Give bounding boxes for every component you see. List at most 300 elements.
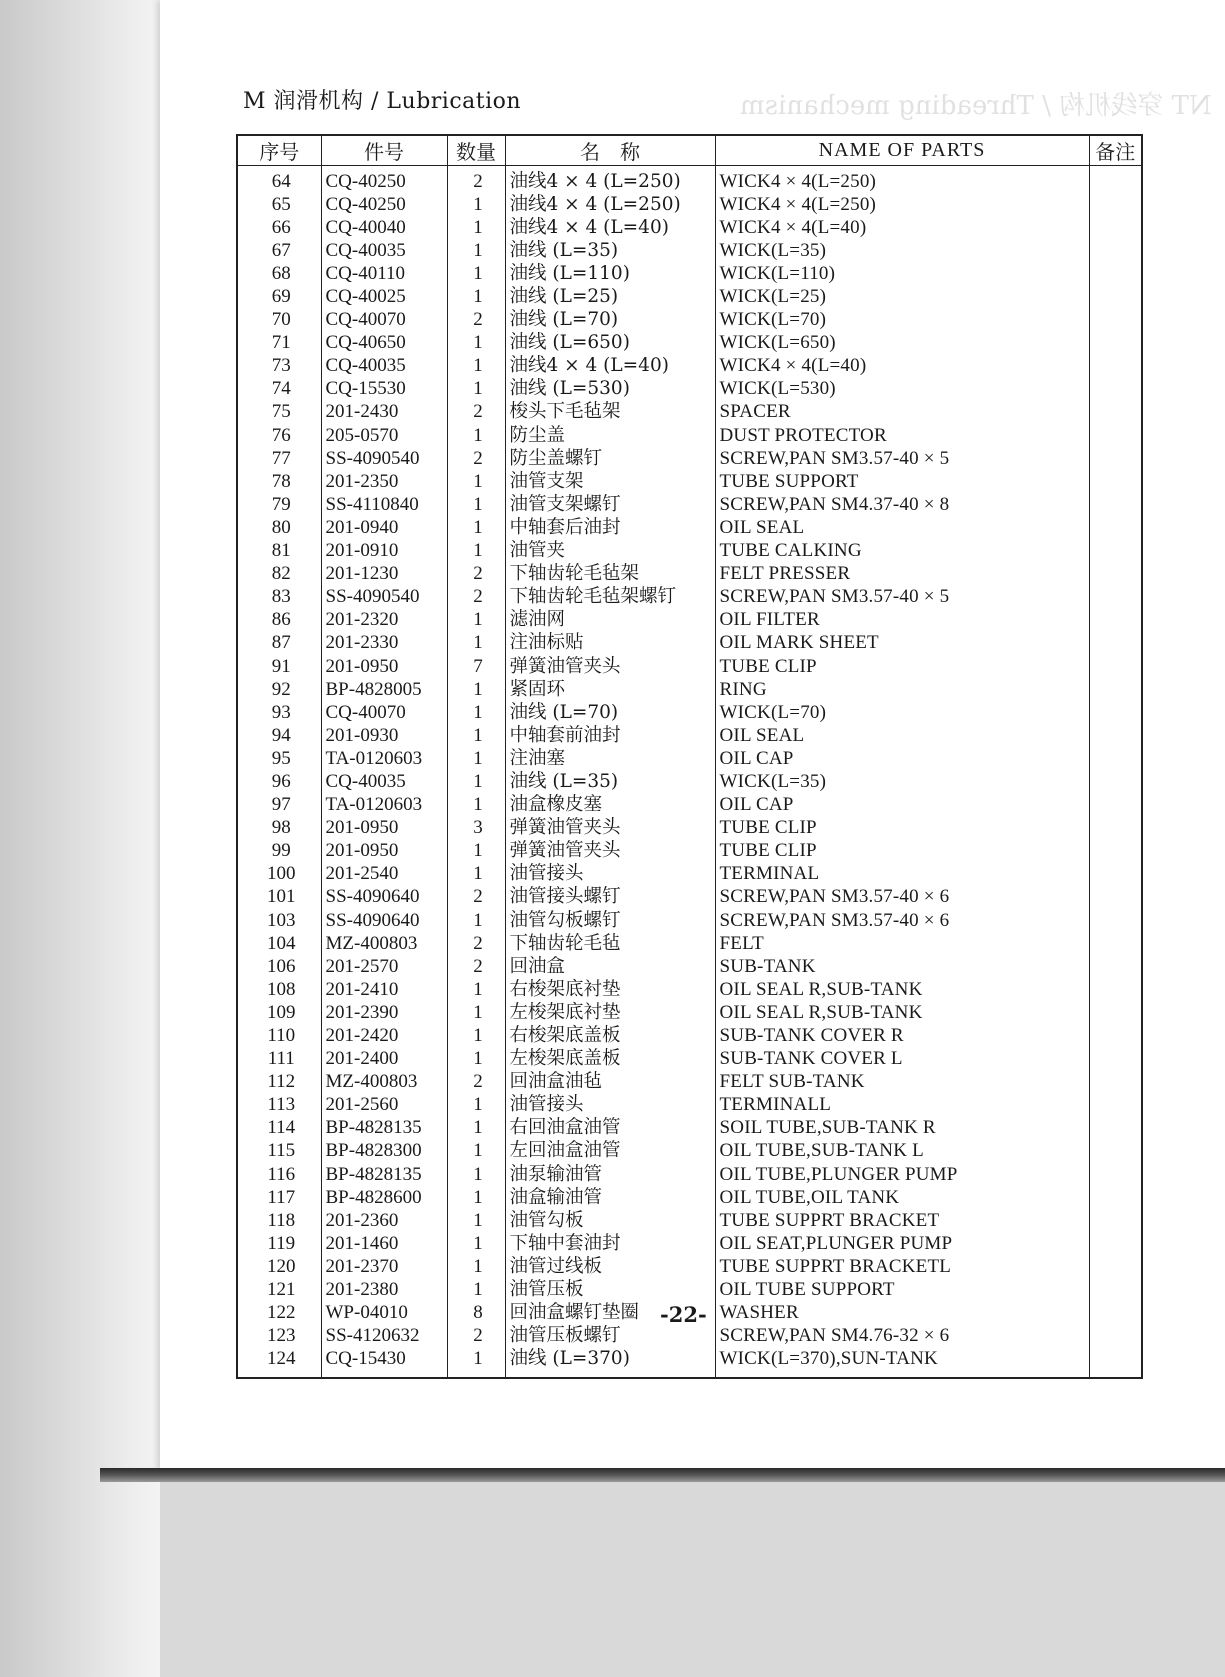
cell-en-name: SPACER [715, 401, 1089, 424]
cell-en-name: OIL SEAL R,SUB-TANK [715, 1001, 1089, 1024]
table-row [237, 216, 1142, 239]
cell-qty: 1 [447, 332, 505, 355]
cell-seq: 86 [237, 609, 321, 632]
cell-part-no: 201-2330 [321, 632, 447, 655]
cell-qty: 3 [447, 817, 505, 840]
cell-part-no: BP-4828135 [321, 1117, 447, 1140]
cell-part-no: CQ-15530 [321, 378, 447, 401]
cell-remark [1089, 262, 1142, 285]
cell-seq: 73 [237, 355, 321, 378]
cell-en-name: WICK4 × 4(L=250) [715, 166, 1089, 194]
cell-seq: 74 [237, 378, 321, 401]
cell-cn-name: 油管接头螺钉 [505, 886, 715, 909]
cell-qty: 2 [447, 166, 505, 194]
table-row [237, 239, 1142, 262]
cell-qty: 1 [447, 262, 505, 285]
cell-seq: 111 [237, 1048, 321, 1071]
cell-cn-name: 油线4 × 4 (L=250) [505, 166, 715, 194]
table-row [237, 701, 1142, 724]
cell-qty: 2 [447, 401, 505, 424]
cell-en-name: OIL SEAT,PLUNGER PUMP [715, 1232, 1089, 1255]
cell-qty: 1 [447, 1117, 505, 1140]
table-row [237, 1279, 1142, 1302]
header-cn-name: 名 称 [505, 135, 715, 166]
cell-cn-name: 油线 (L=530) [505, 378, 715, 401]
cell-part-no: TA-0120603 [321, 747, 447, 770]
cell-seq: 95 [237, 747, 321, 770]
cell-en-name: FELT [715, 932, 1089, 955]
cell-remark [1089, 516, 1142, 539]
cell-en-name: TERMINALL [715, 1094, 1089, 1117]
table-row [237, 1071, 1142, 1094]
cell-part-no: 201-2420 [321, 1024, 447, 1047]
header-remark: 备注 [1089, 135, 1142, 166]
cell-qty: 1 [447, 840, 505, 863]
cell-qty: 1 [447, 216, 505, 239]
cell-seq: 101 [237, 886, 321, 909]
cell-cn-name: 油线 (L=110) [505, 262, 715, 285]
cell-remark [1089, 955, 1142, 978]
cell-remark [1089, 747, 1142, 770]
parts-table-body [237, 166, 1142, 1378]
cell-qty: 1 [447, 1348, 505, 1378]
cell-remark [1089, 1186, 1142, 1209]
cell-en-name: OIL SEAL R,SUB-TANK [715, 978, 1089, 1001]
cell-qty: 1 [447, 724, 505, 747]
cell-remark [1089, 701, 1142, 724]
table-row [237, 817, 1142, 840]
cell-seq: 67 [237, 239, 321, 262]
cell-seq: 114 [237, 1117, 321, 1140]
cell-qty: 1 [447, 355, 505, 378]
cell-qty: 1 [447, 632, 505, 655]
cell-qty: 1 [447, 1279, 505, 1302]
cell-part-no: CQ-15430 [321, 1348, 447, 1378]
cell-seq: 119 [237, 1232, 321, 1255]
cell-qty: 1 [447, 1001, 505, 1024]
cell-part-no: CQ-40110 [321, 262, 447, 285]
cell-remark [1089, 632, 1142, 655]
cell-cn-name: 中轴套前油封 [505, 724, 715, 747]
cell-remark [1089, 678, 1142, 701]
cell-seq: 93 [237, 701, 321, 724]
cell-seq: 118 [237, 1209, 321, 1232]
cell-cn-name: 油线 (L=650) [505, 332, 715, 355]
cell-part-no: 201-2380 [321, 1279, 447, 1302]
cell-part-no: SS-4090540 [321, 586, 447, 609]
cell-part-no: 201-2360 [321, 1209, 447, 1232]
cell-qty: 2 [447, 932, 505, 955]
cell-part-no: 201-2320 [321, 609, 447, 632]
cell-cn-name: 弹簧油管夹头 [505, 817, 715, 840]
cell-en-name: FELT PRESSER [715, 563, 1089, 586]
cell-cn-name: 紧固环 [505, 678, 715, 701]
cell-part-no: 201-2400 [321, 1048, 447, 1071]
cell-seq: 97 [237, 794, 321, 817]
table-row [237, 262, 1142, 285]
cell-remark [1089, 447, 1142, 470]
cell-part-no: 201-2560 [321, 1094, 447, 1117]
cell-cn-name: 左回油盒油管 [505, 1140, 715, 1163]
cell-remark [1089, 724, 1142, 747]
table-row [237, 794, 1142, 817]
cell-remark [1089, 794, 1142, 817]
cell-en-name: SCREW,PAN SM3.57-40 × 6 [715, 886, 1089, 909]
cell-qty: 2 [447, 447, 505, 470]
cell-part-no: SS-4120632 [321, 1325, 447, 1348]
table-row [237, 193, 1142, 216]
cell-en-name: WICK(L=110) [715, 262, 1089, 285]
table-row [237, 563, 1142, 586]
cell-cn-name: 油线4 × 4 (L=40) [505, 216, 715, 239]
cell-remark [1089, 493, 1142, 516]
cell-cn-name: 下轴齿轮毛毡架螺钉 [505, 586, 715, 609]
cell-part-no: 201-2390 [321, 1001, 447, 1024]
cell-qty: 7 [447, 655, 505, 678]
cell-en-name: WICK(L=70) [715, 701, 1089, 724]
cell-cn-name: 右梭架底盖板 [505, 1024, 715, 1047]
table-row [237, 1325, 1142, 1348]
cell-cn-name: 油管接头 [505, 1094, 715, 1117]
cell-seq: 87 [237, 632, 321, 655]
cell-cn-name: 油管支架 [505, 470, 715, 493]
table-row [237, 1255, 1142, 1278]
cell-seq: 117 [237, 1186, 321, 1209]
cell-part-no: 205-0570 [321, 424, 447, 447]
table-row [237, 1186, 1142, 1209]
table-row [237, 632, 1142, 655]
table-row [237, 1048, 1142, 1071]
cell-en-name: OIL CAP [715, 747, 1089, 770]
cell-part-no: 201-2540 [321, 863, 447, 886]
cell-en-name: TUBE SUPPRT BRACKETL [715, 1255, 1089, 1278]
cell-remark [1089, 1001, 1142, 1024]
cell-seq: 66 [237, 216, 321, 239]
page-number: -22- [660, 1302, 707, 1327]
table-row [237, 1024, 1142, 1047]
cell-seq: 120 [237, 1255, 321, 1278]
table-row [237, 932, 1142, 955]
cell-en-name: TERMINAL [715, 863, 1089, 886]
cell-cn-name: 弹簧油管夹头 [505, 655, 715, 678]
cell-seq: 104 [237, 932, 321, 955]
cell-part-no: BP-4828005 [321, 678, 447, 701]
cell-qty: 1 [447, 1163, 505, 1186]
cell-seq: 70 [237, 309, 321, 332]
cell-qty: 1 [447, 1140, 505, 1163]
cell-en-name: WICK(L=35) [715, 239, 1089, 262]
cell-remark [1089, 332, 1142, 355]
cell-remark [1089, 932, 1142, 955]
table-row [237, 886, 1142, 909]
cell-remark [1089, 1163, 1142, 1186]
cell-part-no: CQ-40650 [321, 332, 447, 355]
header-part-no: 件号 [321, 135, 447, 166]
cell-en-name: SCREW,PAN SM3.57-40 × 5 [715, 447, 1089, 470]
table-row [237, 447, 1142, 470]
table-row [237, 1232, 1142, 1255]
table-row [237, 840, 1142, 863]
cell-qty: 2 [447, 563, 505, 586]
table-row [237, 285, 1142, 308]
table-row [237, 1209, 1142, 1232]
cell-en-name: SOIL TUBE,SUB-TANK R [715, 1117, 1089, 1140]
cell-en-name: TUBE CLIP [715, 817, 1089, 840]
cell-qty: 1 [447, 678, 505, 701]
page-edge-shadow [100, 1468, 1225, 1482]
cell-qty: 1 [447, 1209, 505, 1232]
cell-remark [1089, 1071, 1142, 1094]
cell-remark [1089, 863, 1142, 886]
cell-part-no: 201-0950 [321, 655, 447, 678]
cell-seq: 100 [237, 863, 321, 886]
cell-remark [1089, 563, 1142, 586]
cell-cn-name: 油盒橡皮塞 [505, 794, 715, 817]
cell-part-no: 201-0940 [321, 516, 447, 539]
cell-en-name: DUST PROTECTOR [715, 424, 1089, 447]
cell-qty: 2 [447, 309, 505, 332]
cell-cn-name: 油线 (L=70) [505, 309, 715, 332]
cell-cn-name: 下轴齿轮毛毡 [505, 932, 715, 955]
cell-cn-name: 右梭架底衬垫 [505, 978, 715, 1001]
cell-cn-name: 油管夹 [505, 540, 715, 563]
table-row [237, 493, 1142, 516]
cell-part-no: 201-0950 [321, 840, 447, 863]
cell-cn-name: 油管勾板螺钉 [505, 909, 715, 932]
cell-remark [1089, 770, 1142, 793]
cell-cn-name: 防尘盖 [505, 424, 715, 447]
cell-seq: 110 [237, 1024, 321, 1047]
cell-seq: 75 [237, 401, 321, 424]
section-title: M 润滑机构 / Lubrication [243, 89, 522, 114]
cell-en-name: OIL SEAL [715, 724, 1089, 747]
cell-remark [1089, 193, 1142, 216]
table-row [237, 770, 1142, 793]
cell-seq: 76 [237, 424, 321, 447]
table-row [237, 863, 1142, 886]
cell-cn-name: 回油盒螺钉垫圈 [505, 1302, 715, 1325]
table-row [237, 609, 1142, 632]
cell-seq: 78 [237, 470, 321, 493]
cell-seq: 121 [237, 1279, 321, 1302]
table-row [237, 909, 1142, 932]
cell-seq: 69 [237, 285, 321, 308]
cell-part-no: CQ-40040 [321, 216, 447, 239]
cell-remark [1089, 1024, 1142, 1047]
cell-part-no: CQ-40070 [321, 309, 447, 332]
cell-en-name: SCREW,PAN SM4.37-40 × 8 [715, 493, 1089, 516]
cell-cn-name: 油管压板 [505, 1279, 715, 1302]
cell-en-name: SCREW,PAN SM3.57-40 × 5 [715, 586, 1089, 609]
cell-cn-name: 滤油网 [505, 609, 715, 632]
cell-seq: 116 [237, 1163, 321, 1186]
cell-cn-name: 下轴齿轮毛毡架 [505, 563, 715, 586]
cell-en-name: OIL CAP [715, 794, 1089, 817]
cell-cn-name: 油管勾板 [505, 1209, 715, 1232]
cell-en-name: WICK(L=25) [715, 285, 1089, 308]
table-row [237, 378, 1142, 401]
cell-remark [1089, 1094, 1142, 1117]
cell-en-name: WICK(L=70) [715, 309, 1089, 332]
cell-cn-name: 左梭架底盖板 [505, 1048, 715, 1071]
table-row [237, 1163, 1142, 1186]
cell-part-no: CQ-40070 [321, 701, 447, 724]
cell-qty: 1 [447, 609, 505, 632]
cell-en-name: SCREW,PAN SM4.76-32 × 6 [715, 1325, 1089, 1348]
header-qty: 数量 [447, 135, 505, 166]
cell-part-no: WP-04010 [321, 1302, 447, 1325]
cell-en-name: OIL MARK SHEET [715, 632, 1089, 655]
cell-en-name: WICK(L=650) [715, 332, 1089, 355]
cell-part-no: BP-4828600 [321, 1186, 447, 1209]
cell-qty: 1 [447, 516, 505, 539]
cell-qty: 1 [447, 470, 505, 493]
cell-part-no: 201-0930 [321, 724, 447, 747]
cell-qty: 1 [447, 1024, 505, 1047]
cell-part-no: 201-2350 [321, 470, 447, 493]
cell-qty: 1 [447, 747, 505, 770]
cell-en-name: SCREW,PAN SM3.57-40 × 6 [715, 909, 1089, 932]
table-row [237, 1117, 1142, 1140]
cell-cn-name: 油管接头 [505, 863, 715, 886]
cell-qty: 1 [447, 540, 505, 563]
cell-en-name: TUBE CLIP [715, 655, 1089, 678]
cell-seq: 115 [237, 1140, 321, 1163]
cell-en-name: OIL TUBE SUPPORT [715, 1279, 1089, 1302]
cell-remark [1089, 978, 1142, 1001]
cell-cn-name: 回油盒 [505, 955, 715, 978]
cell-cn-name: 油泵输油管 [505, 1163, 715, 1186]
cell-en-name: WICK4 × 4(L=40) [715, 216, 1089, 239]
cell-cn-name: 油线 (L=35) [505, 770, 715, 793]
cell-cn-name: 油管过线板 [505, 1255, 715, 1278]
table-row [237, 332, 1142, 355]
cell-part-no: 201-1460 [321, 1232, 447, 1255]
table-row [237, 424, 1142, 447]
cell-en-name: WICK(L=35) [715, 770, 1089, 793]
table-row [237, 747, 1142, 770]
cell-en-name: TUBE SUPPORT [715, 470, 1089, 493]
bleed-through-text: NT 穿线机构 / Threading mechanism [740, 91, 1212, 121]
cell-part-no: MZ-400803 [321, 1071, 447, 1094]
cell-en-name: SUB-TANK COVER L [715, 1048, 1089, 1071]
table-row [237, 309, 1142, 332]
cell-en-name: RING [715, 678, 1089, 701]
cell-part-no: 201-2570 [321, 955, 447, 978]
cell-part-no: CQ-40035 [321, 770, 447, 793]
cell-part-no: SS-4110840 [321, 493, 447, 516]
cell-remark [1089, 1348, 1142, 1378]
cell-remark [1089, 285, 1142, 308]
cell-remark [1089, 1302, 1142, 1325]
cell-cn-name: 油管支架螺钉 [505, 493, 715, 516]
cell-part-no: BP-4828300 [321, 1140, 447, 1163]
cell-qty: 1 [447, 493, 505, 516]
cell-seq: 124 [237, 1348, 321, 1378]
table-row [237, 355, 1142, 378]
cell-qty: 2 [447, 886, 505, 909]
cell-en-name: OIL TUBE,PLUNGER PUMP [715, 1163, 1089, 1186]
cell-part-no: CQ-40035 [321, 239, 447, 262]
cell-cn-name: 油管压板螺钉 [505, 1325, 715, 1348]
cell-seq: 123 [237, 1325, 321, 1348]
cell-part-no: SS-4090640 [321, 886, 447, 909]
cell-remark [1089, 540, 1142, 563]
cell-seq: 106 [237, 955, 321, 978]
cell-en-name: OIL TUBE,SUB-TANK L [715, 1140, 1089, 1163]
cell-cn-name: 左梭架底衬垫 [505, 1001, 715, 1024]
cell-part-no: 201-0910 [321, 540, 447, 563]
cell-en-name: TUBE SUPPRT BRACKET [715, 1209, 1089, 1232]
cell-qty: 1 [447, 1232, 505, 1255]
cell-seq: 71 [237, 332, 321, 355]
cell-remark [1089, 401, 1142, 424]
table-row [237, 540, 1142, 563]
cell-remark [1089, 424, 1142, 447]
cell-remark [1089, 355, 1142, 378]
cell-en-name: SUB-TANK COVER R [715, 1024, 1089, 1047]
cell-cn-name: 中轴套后油封 [505, 516, 715, 539]
cell-remark [1089, 1117, 1142, 1140]
cell-part-no: 201-0950 [321, 817, 447, 840]
cell-remark [1089, 1048, 1142, 1071]
cell-en-name: OIL TUBE,OIL TANK [715, 1186, 1089, 1209]
cell-seq: 103 [237, 909, 321, 932]
table-row [237, 724, 1142, 747]
cell-remark [1089, 817, 1142, 840]
cell-part-no: BP-4828135 [321, 1163, 447, 1186]
cell-remark [1089, 1325, 1142, 1348]
cell-seq: 96 [237, 770, 321, 793]
cell-seq: 68 [237, 262, 321, 285]
cell-seq: 112 [237, 1071, 321, 1094]
cell-qty: 1 [447, 193, 505, 216]
cell-remark [1089, 378, 1142, 401]
cell-part-no: 201-2410 [321, 978, 447, 1001]
cell-qty: 1 [447, 1094, 505, 1117]
cell-remark [1089, 1279, 1142, 1302]
table-row [237, 586, 1142, 609]
cell-cn-name: 回油盒油毡 [505, 1071, 715, 1094]
cell-remark [1089, 470, 1142, 493]
cell-part-no: 201-1230 [321, 563, 447, 586]
cell-seq: 91 [237, 655, 321, 678]
cell-qty: 1 [447, 863, 505, 886]
cell-qty: 1 [447, 794, 505, 817]
cell-qty: 1 [447, 378, 505, 401]
cell-qty: 1 [447, 1255, 505, 1278]
cell-qty: 1 [447, 978, 505, 1001]
cell-en-name: TUBE CLIP [715, 840, 1089, 863]
table-row [237, 955, 1142, 978]
cell-seq: 113 [237, 1094, 321, 1117]
cell-remark [1089, 309, 1142, 332]
table-row [237, 516, 1142, 539]
cell-part-no: SS-4090540 [321, 447, 447, 470]
cell-cn-name: 油线 (L=35) [505, 239, 715, 262]
table-row [237, 978, 1142, 1001]
cell-qty: 1 [447, 1048, 505, 1071]
table-row [237, 401, 1142, 424]
cell-seq: 64 [237, 166, 321, 194]
cell-remark [1089, 1232, 1142, 1255]
cell-part-no: 201-2430 [321, 401, 447, 424]
cell-en-name: WICK(L=530) [715, 378, 1089, 401]
cell-en-name: WICK4 × 4(L=40) [715, 355, 1089, 378]
cell-qty: 1 [447, 239, 505, 262]
cell-cn-name: 防尘盖螺钉 [505, 447, 715, 470]
cell-remark [1089, 1209, 1142, 1232]
